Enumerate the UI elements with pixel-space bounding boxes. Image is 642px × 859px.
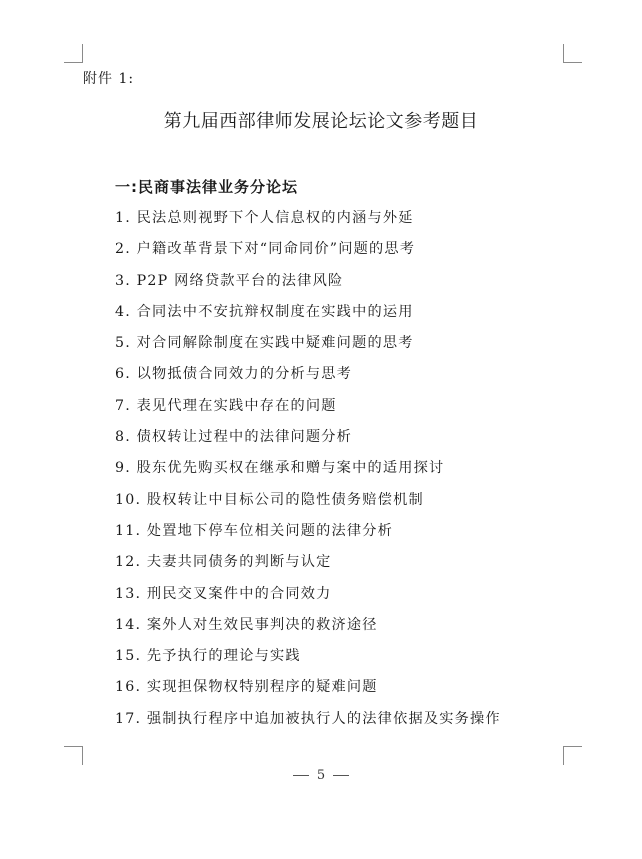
crop-mark-top-left — [64, 44, 83, 63]
list-item: 17. 强制执行程序中追加被执行人的法律依据及实务操作 — [115, 710, 501, 727]
list-item: 5. 对合同解除制度在实践中疑难问题的思考 — [115, 335, 414, 352]
list-item: 10. 股权转让中目标公司的隐性债务赔偿机制 — [115, 491, 424, 508]
list-item: 3. P2P 网络贷款平台的法律风险 — [115, 272, 344, 289]
list-item: 2. 户籍改革背景下对“同命同价”问题的思考 — [115, 241, 416, 258]
list-item: 14. 案外人对生效民事判决的救济途径 — [115, 616, 378, 633]
list-item: 12. 夫妻共同债务的判断与认定 — [115, 554, 332, 571]
list-item: 9. 股东优先购买权在继承和赠与案中的适用探讨 — [115, 460, 445, 477]
page-number: 5 — [316, 768, 326, 783]
list-item: 8. 债权转让过程中的法律问题分析 — [115, 429, 353, 446]
page-title: 第九届西部律师发展论坛论文参考题目 — [163, 111, 479, 132]
topic-list — [115, 206, 501, 738]
page-number-dash-left — [293, 775, 309, 776]
list-item: 4. 合同法中不安抗辩权制度在实践中的运用 — [115, 303, 414, 320]
list-item: 11. 处置地下停车位相关问题的法律分析 — [115, 522, 394, 539]
list-item: 6. 以物抵债合同效力的分析与思考 — [115, 366, 353, 383]
list-item: 7. 表见代理在实践中存在的问题 — [115, 397, 337, 414]
list-item: 1. 民法总则视野下个人信息权的内涵与外延 — [115, 210, 414, 226]
list-item: 15. 先予执行的理论与实践 — [115, 648, 301, 665]
page-number-dash-right — [333, 775, 349, 776]
list-item: 13. 刑民交叉案件中的合同效力 — [115, 585, 332, 602]
crop-mark-bottom-right — [563, 746, 582, 765]
section-heading: 一:民商事法律业务分论坛 — [115, 178, 298, 196]
attachment-label: 附件 1: — [83, 71, 135, 87]
crop-mark-bottom-left — [64, 746, 83, 765]
crop-mark-top-right — [563, 44, 582, 63]
list-item: 16. 实现担保物权特别程序的疑难问题 — [115, 679, 378, 696]
page-number-footer — [0, 768, 642, 783]
